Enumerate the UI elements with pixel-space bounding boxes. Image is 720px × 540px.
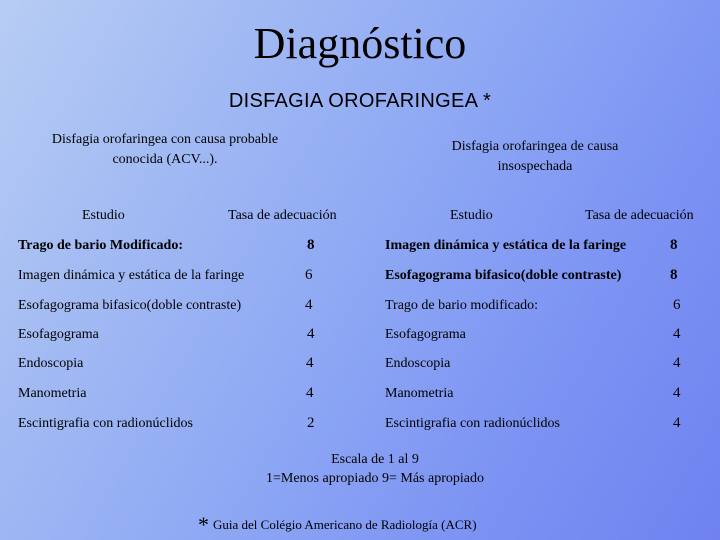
- right-row-study: Imagen dinámica y estática de la faringe: [385, 238, 627, 253]
- left-row-study: Escintigrafia con radionúclidos: [18, 416, 193, 431]
- left-row-rate: 2: [307, 415, 315, 431]
- right-row-rate: 4: [673, 415, 681, 431]
- left-group-heading: Disfagia orofaringea con causa probable conocida (ACV...).: [51, 132, 279, 167]
- right-row-rate: 4: [673, 355, 681, 371]
- right-col-rate-header: Tasa de adecuación: [585, 208, 694, 223]
- left-row-study: Manometria: [18, 386, 87, 401]
- left-row-rate: 4: [305, 297, 313, 313]
- right-row-study: Esofagograma bifasico(doble contraste): [385, 268, 622, 283]
- footnote-text: Guia del Colégio Americano de Radiología (ACR): [213, 517, 477, 532]
- right-row-rate: 4: [673, 385, 681, 401]
- footnote-marker: *: [198, 512, 209, 537]
- right-row-rate: 6: [673, 297, 681, 313]
- left-row-study: Imagen dinámica y estática de la faringe: [18, 268, 245, 283]
- left-row-rate: 4: [307, 326, 315, 342]
- right-row-study: Esofagograma: [385, 327, 466, 342]
- slide-subtitle: DISFAGIA OROFARINGEA *: [228, 90, 492, 112]
- left-row-rate: 4: [306, 355, 314, 371]
- left-row-rate: 6: [305, 267, 313, 283]
- scale-legend: [0, 450, 720, 488]
- right-row-study: Trago de bario modificado:: [385, 298, 539, 313]
- left-col-study-header: Estudio: [82, 208, 125, 223]
- right-row-study: Manometria: [385, 386, 454, 401]
- right-row-study: Escintigrafia con radionúclidos: [385, 416, 560, 431]
- right-row-rate: 4: [673, 326, 681, 342]
- slide-title: Diagnóstico: [253, 19, 467, 68]
- left-row-study: Endoscopia: [18, 356, 84, 371]
- left-row-study: Esofagograma: [18, 327, 99, 342]
- scale-line-1: Escala de 1 al 9: [331, 452, 419, 467]
- right-group-heading: Disfagia orofaringea de causa insospechada: [451, 139, 619, 174]
- scale-line-2: 1=Menos apropiado 9= Más apropiado: [266, 471, 484, 486]
- left-col-rate-header: Tasa de adecuación: [228, 208, 337, 223]
- left-row-rate: 4: [306, 385, 314, 401]
- right-row-study: Endoscopia: [385, 356, 451, 371]
- left-row-rate: 8: [307, 237, 315, 253]
- right-row-rate: 8: [670, 267, 678, 283]
- left-row-study: Esofagograma bifasico(doble contraste): [18, 298, 242, 313]
- footnote: [198, 512, 477, 538]
- right-row-rate: 8: [670, 237, 678, 253]
- left-row-study: Trago de bario Modificado:: [18, 238, 184, 253]
- right-col-study-header: Estudio: [450, 208, 493, 223]
